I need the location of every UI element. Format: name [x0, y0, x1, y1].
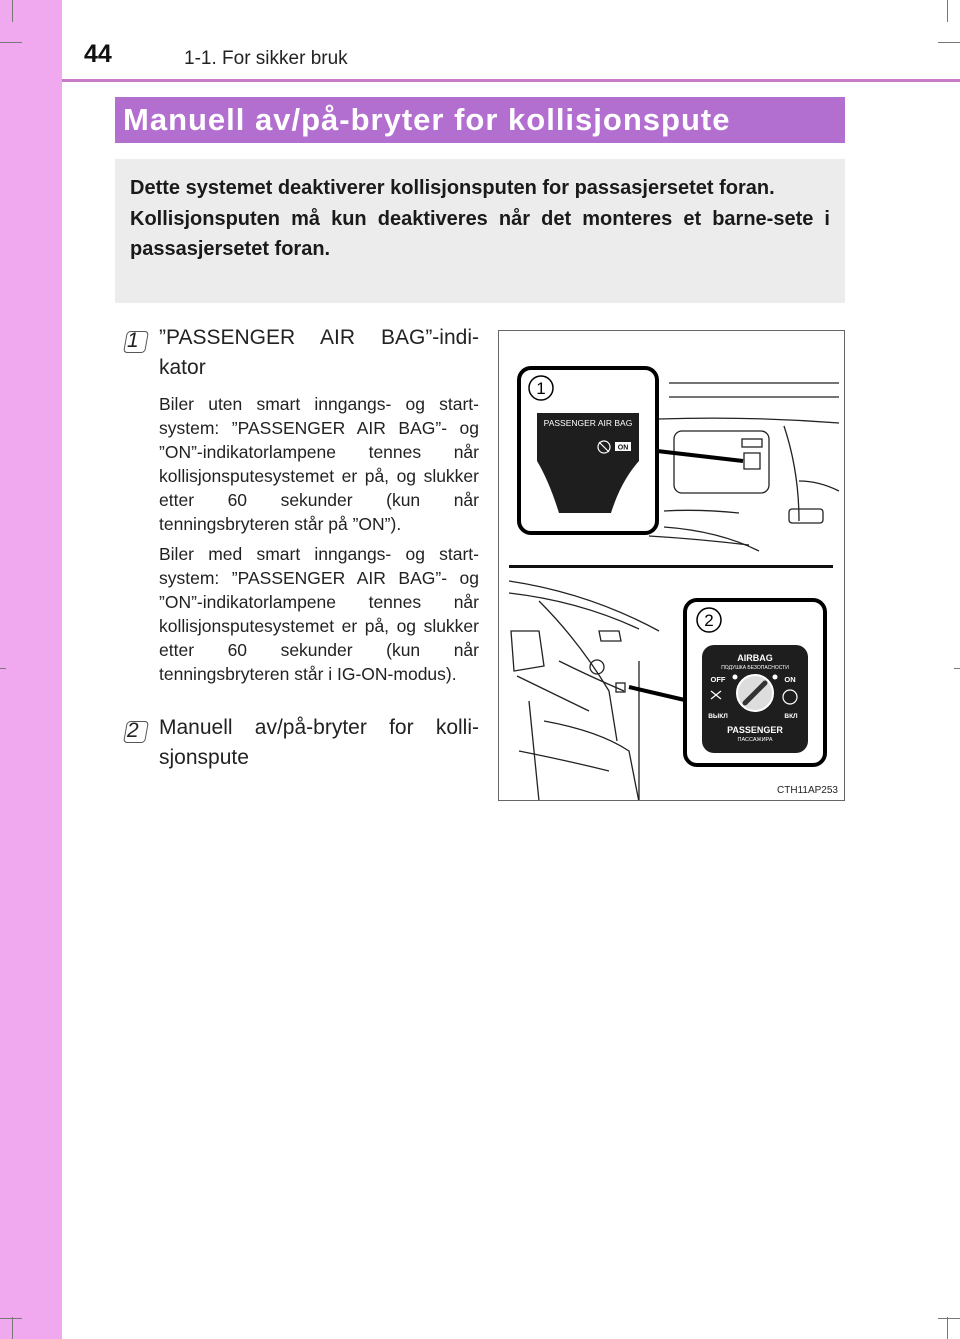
airbag-figure [498, 330, 845, 801]
crop-mark [954, 668, 960, 669]
page-sidebar [0, 0, 62, 1339]
item-number-2: 2 [127, 719, 139, 742]
callout-2-number: 2 [704, 611, 714, 630]
figure-code: CTH11AP253 [777, 785, 838, 796]
item-number-1: 1 [127, 329, 139, 352]
switch-passenger-ru-label: ПАССАЖИРА [737, 737, 773, 743]
section-title: Manuell av/på-bryter for kollisjonspute [123, 102, 731, 137]
crop-mark [0, 668, 6, 669]
section-title-band [115, 97, 845, 143]
crop-mark [0, 1318, 22, 1319]
crop-mark [12, 0, 13, 22]
switch-on-label: ON [784, 675, 796, 684]
switch-off-ru-label: ВЫКЛ [708, 713, 728, 720]
callout-1-number: 1 [536, 379, 546, 398]
switch-off-label: OFF [710, 675, 726, 684]
item-title-2: Manuell av/på-bryter for kolli-sjonspute [159, 716, 479, 769]
page-number: 44 [84, 40, 112, 68]
item-1-paragraph-1: Biler uten smart inngangs- og start-system: ”PASSENGER AIR BAG”- og ”ON”-indikatorlampene tennes når kollisjonsputesystemet er på, og slukker etter 60 sekunder (kun når tenningsbryteren står på ”ON”). [159, 394, 479, 534]
crop-mark [0, 42, 22, 43]
crop-mark [947, 1317, 948, 1339]
switch-airbag-ru-label: ПОДУШКА БЕЗОПАСНОСТИ [721, 665, 789, 671]
switch-passenger-label: PASSENGER [727, 725, 783, 735]
header-rule [62, 79, 960, 82]
airbag-illustration [499, 331, 845, 801]
switch-airbag-label: AIRBAG [737, 653, 773, 663]
section-reference: 1-1. For sikker bruk [184, 48, 348, 69]
switch-on-ru-label: ВКЛ [784, 713, 798, 720]
item-1-paragraph-2: Biler med smart inngangs- og start-system: ”PASSENGER AIR BAG”- og ”ON”-indikatorlampene tennes når kollisjonsputesystemet er på, og slukker etter 60 sekunder (kun når tenningsbryteren står i IG-ON-modus). [159, 544, 479, 684]
intro-box [115, 159, 845, 303]
intro-paragraph-1: Dette systemet deaktiverer kollisjonsputen for passasjersetet foran. [130, 177, 775, 199]
crop-mark [938, 1318, 960, 1319]
intro-paragraph-2: Kollisjonsputen må kun deaktiveres når det monteres et barne-sete i passasjersetet foran. [130, 207, 830, 260]
indicator-on-label: ON [617, 444, 629, 452]
crop-mark [947, 0, 948, 22]
indicator-label: PASSENGER AIR BAG [543, 418, 633, 428]
crop-mark [12, 1317, 13, 1339]
item-title-1: ”PASSENGER AIR BAG”-indi-kator [159, 326, 479, 379]
crop-mark [938, 42, 960, 43]
